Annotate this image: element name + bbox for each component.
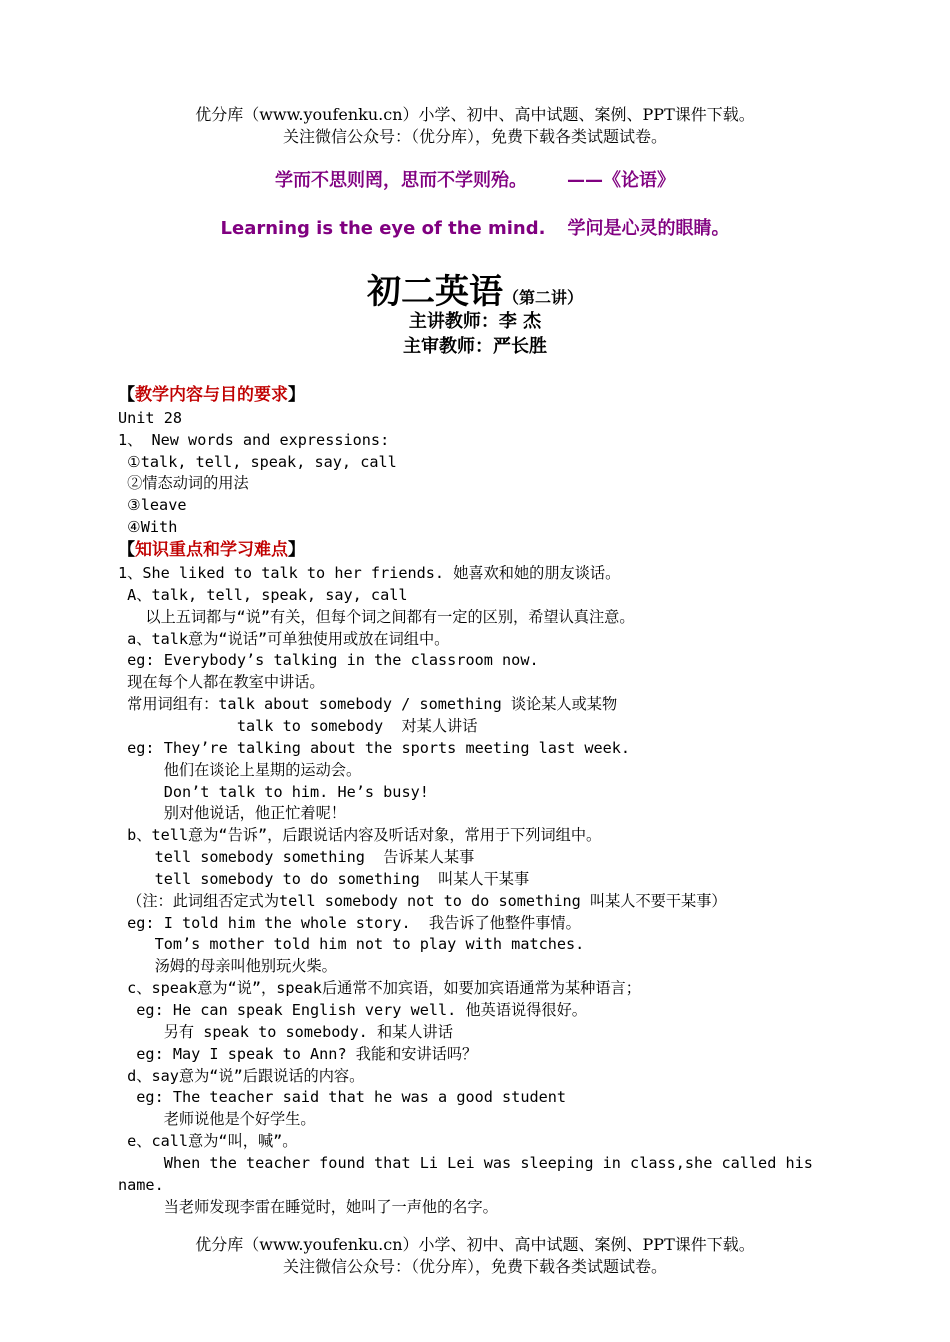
footer-line-1: 优分库（www.youfenku.cn）小学、初中、高中试题、案例、PPT课件下载。 [195, 1235, 755, 1254]
content-line: ③leave [118, 496, 187, 515]
key-point-line: 老师说他是个好学生。 [118, 1110, 316, 1129]
english-quote [0, 217, 950, 241]
key-point-line: 别对他说话，他正忙着呢！ [118, 804, 346, 823]
section-heading-content-text: 教学内容与目的要求 [135, 385, 288, 405]
key-point-line: e、call意为“叫，喊”。 [118, 1132, 298, 1151]
title-sub: （第二讲） [502, 288, 583, 307]
key-point-line: 现在每个人都在教室中讲话。 [118, 673, 325, 692]
header-line-1: 优分库（www.youfenku.cn）小学、初中、高中试题、案例、PPT课件下载。 [195, 105, 755, 124]
content-line: 1、 New words and expressions: [118, 430, 390, 449]
key-point-line: 他们在谈论上星期的运动会。 [118, 760, 362, 779]
footer-line-2: 关注微信公众号：（优分库），免费下载各类试题试卷。 [282, 1257, 667, 1276]
key-point-line: tell somebody to do something 叫某人干某事 [118, 869, 530, 888]
key-point-line: Don’t talk to him. He’s busy! [118, 782, 429, 801]
key-point-line: eg: They’re talking about the sports meeting last week. [118, 738, 631, 757]
key-point-line: eg: The teacher said that he was a good student [118, 1088, 567, 1107]
section-bracket-close: 】 [288, 385, 305, 405]
key-point-line: 1、She liked to talk to her friends. 她喜欢和她的朋友谈话。 [118, 564, 621, 582]
key-point-line: When the teacher found that Li Lei was sleeping in class,she called his [118, 1153, 813, 1172]
key-point-line: a、talk意为“说话”可单独使用或放在词组中。 [118, 629, 450, 648]
key-point-line: name. [118, 1175, 164, 1194]
key-point-line: c、speak意为“说”，speak后通常不加宾语，如要加宾语通常为某种语言； [118, 979, 641, 998]
key-point-line: （注：此词组否定式为tell somebody not to do something 叫某人不要干某事） [118, 891, 727, 910]
header-line-2: 关注微信公众号：（优分库），免费下载各类试题试卷。 [282, 127, 667, 146]
lecturer-line: 主讲教师：李 杰 [408, 311, 542, 332]
key-point-line: 以上五词都与“说”有关，但每个词之间都有一定的区别，希望认真注意。 [118, 607, 635, 626]
section-heading-key-points-text: 知识重点和学习难点 [135, 540, 288, 560]
key-point-line: d、say意为“说”后跟说话的内容。 [118, 1066, 365, 1085]
chinese-quote-text: 学而不思则罔，思而不学则殆。 [275, 170, 527, 191]
english-quote-text: Learning is the eye of the mind. [220, 218, 546, 239]
section-bracket-open: 【 [118, 385, 135, 405]
content-line: ①talk, tell, speak, say, call [118, 452, 397, 471]
reviewer-line: 主审教师：严长胜 [403, 336, 547, 357]
english-quote-translation: 学问是心灵的眼睛。 [567, 218, 730, 239]
title-main: 初二英语 [366, 272, 503, 312]
key-point-line: 另有 speak to somebody. 和某人讲话 [118, 1022, 453, 1041]
key-point-line: b、tell意为“告诉”，后跟说话内容及听话对象，常用于下列词组中。 [118, 826, 602, 845]
key-point-line: eg: Everybody’s talking in the classroom now. [118, 651, 539, 670]
key-point-line: eg: May I speak to Ann? 我能和安讲话吗？ [118, 1044, 478, 1063]
section-heading-content [118, 384, 305, 406]
key-point-line: 常用词组有：talk about somebody / something 谈论某人或某物 [118, 695, 618, 714]
key-point-line: Tom’s mother told him not to play with matches. [118, 935, 585, 954]
key-point-line: eg: He can speak English very well. 他英语说得很好。 [118, 1001, 587, 1019]
chinese-quote [0, 169, 950, 193]
content-line: ②情态动词的用法 [118, 474, 249, 493]
key-point-line: eg: I told him the whole story. 我告诉了他整件事情。 [118, 913, 581, 932]
section-bracket-open: 【 [118, 540, 135, 560]
content-line: ④With [118, 518, 178, 536]
chinese-quote-source: ——《论语》 [567, 170, 675, 191]
key-point-line: A、talk, tell, speak, say, call [118, 585, 408, 604]
key-point-line: 汤姆的母亲叫他别玩火柴。 [118, 957, 337, 976]
section-heading-key-points [118, 539, 305, 561]
key-point-line: tell somebody something 告诉某人某事 [118, 848, 475, 867]
key-point-line: 当老师发现李雷在睡觉时，她叫了一声他的名字。 [118, 1197, 498, 1216]
key-point-line: talk to somebody 对某人讲话 [118, 716, 478, 735]
content-line: Unit 28 [118, 409, 183, 427]
section-bracket-close: 】 [288, 540, 305, 560]
